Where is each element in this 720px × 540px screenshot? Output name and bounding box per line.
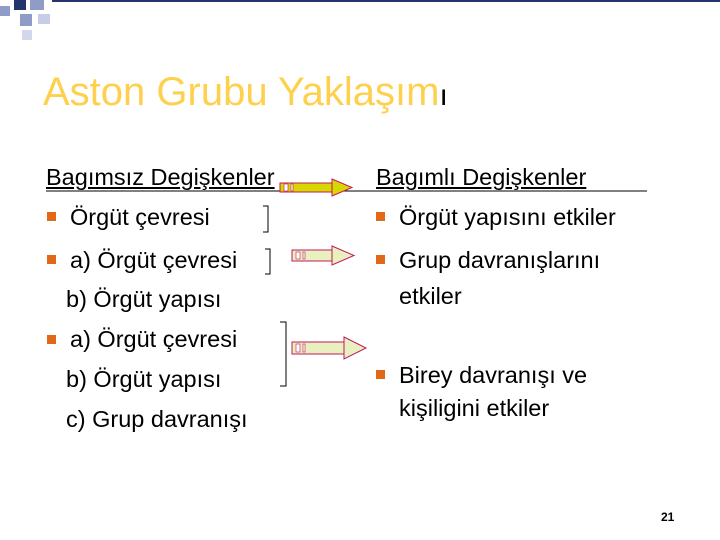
arrow-icon xyxy=(292,337,366,359)
left-item-3-line-2: b) Örgüt yapısı xyxy=(66,366,222,392)
bracket xyxy=(280,322,286,386)
right-item-3-line-1: Birey davranışı ve xyxy=(399,362,588,388)
left-item-1-line-1: Örgüt çevresi xyxy=(70,204,210,230)
arrow-icon xyxy=(280,179,352,196)
title-tail: ı xyxy=(439,79,448,112)
bracket xyxy=(265,249,270,274)
bracket xyxy=(263,206,268,232)
left-item-3-line-1: a) Örgüt çevresi xyxy=(70,326,238,352)
right-item-3-line-2: kişiligini etkiler xyxy=(399,395,550,421)
left-header: Bagımsız Degişkenler xyxy=(46,164,275,190)
right-header: Bagımlı Degişkenler xyxy=(376,164,587,190)
right-item-2-line-1: Grup davranışlarını xyxy=(399,247,601,273)
arrow-icon xyxy=(292,246,354,265)
left-item-3-line-3: c) Grup davranışı xyxy=(66,406,248,432)
left-item-2-line-1: a) Örgüt çevresi xyxy=(70,247,238,273)
page-number: 21 xyxy=(661,510,675,524)
right-item-2-line-2: etkiler xyxy=(399,283,462,309)
left-item-2-line-2: b) Örgüt yapısı xyxy=(66,286,222,312)
title-text: Aston Grubu Yaklaşım xyxy=(43,70,440,114)
right-item-1-line-1: Örgüt yapısını etkiler xyxy=(399,204,616,230)
